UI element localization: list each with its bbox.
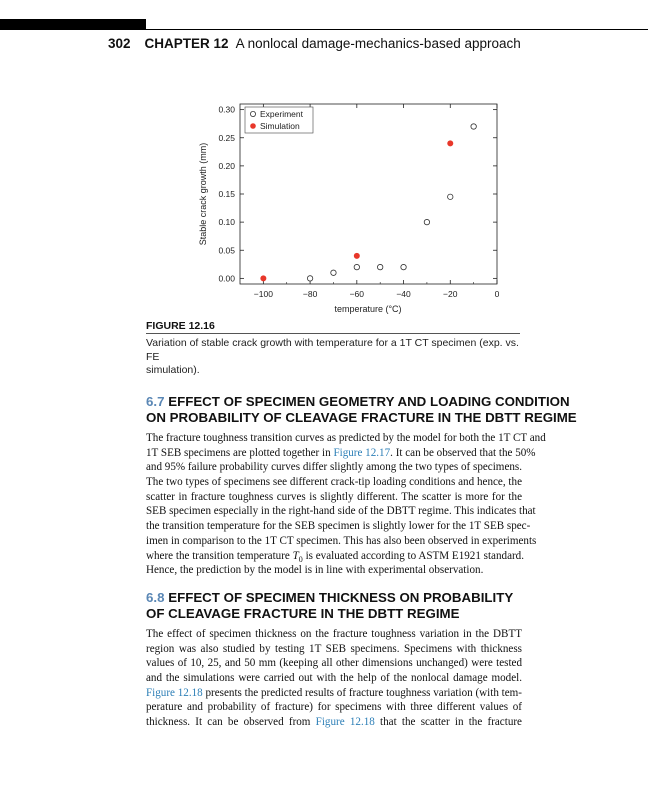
text-line: the transition temperature for the SEB specimen is slightly lower for the 1T SEB spec- xyxy=(146,520,531,533)
section-number: 6.7 xyxy=(146,394,165,409)
section-title-line: EFFECT OF SPECIMEN GEOMETRY AND LOADING CONDITION xyxy=(168,394,570,409)
page-number: 302 xyxy=(108,36,131,51)
y-tick-label: 0.20 xyxy=(218,160,235,171)
legend-experiment-label: Experiment xyxy=(260,109,303,119)
x-axis-label: temperature (°C) xyxy=(334,304,402,314)
text-line: Figure 12.18 presents the predicted results of fracture toughness variation (with tem- xyxy=(146,686,522,699)
caption-line: simulation). xyxy=(146,364,200,376)
x-tick-label: −20 xyxy=(443,289,458,299)
figure-12-18-link[interactable]: Figure 12.18 xyxy=(146,686,203,699)
text-line: Hence, the prediction by the model is in line with experimental observation. xyxy=(146,564,484,577)
section-title-line: EFFECT OF SPECIMEN THICKNESS ON PROBABILITY xyxy=(168,590,514,605)
text-line: perature and probability of fracture) for specimens with three different values of xyxy=(146,701,522,714)
y-tick-label: 0.10 xyxy=(218,217,235,228)
figure-caption xyxy=(146,337,520,378)
x-tick-label: −60 xyxy=(349,289,365,299)
x-tick-label: −40 xyxy=(396,289,411,299)
text-line: and the simulations were carried out with the help of the nonlocal damage model. xyxy=(146,672,522,685)
experiment-point xyxy=(401,264,406,269)
simulation-point xyxy=(260,275,266,281)
text-line: The effect of specimen thickness on the fracture toughness variation in the DBTT xyxy=(146,628,522,640)
section-6-7-paragraph xyxy=(146,431,546,578)
legend-simulation-marker xyxy=(250,123,256,129)
simulation-point xyxy=(354,253,360,259)
section-number: 6.8 xyxy=(146,590,165,605)
y-tick-label: 0.25 xyxy=(218,132,235,143)
text-line: 1T SEB specimens are plotted together in Figure 12.17. It can be observed that the 50% xyxy=(146,446,536,459)
y-axis-label: Stable crack growth (mm) xyxy=(198,142,208,246)
figure-12-17-link[interactable]: Figure 12.17 xyxy=(333,446,391,459)
experiment-point xyxy=(448,194,453,199)
text-line: thickness. It can be observed from Figure 12.18 that the scatter in the fracture xyxy=(146,716,522,729)
text-line: scatter in fracture toughness curves is slightly different. The scatter is more for the xyxy=(146,490,522,503)
caption-line: Variation of stable crack growth with temperature for a 1T CT specimen (exp. vs. FE xyxy=(146,337,519,363)
y-tick-label: 0.15 xyxy=(218,189,235,199)
text-line: imen in comparison to the 1T CT specimen. This has also been observed in experiments xyxy=(146,534,537,547)
y-tick-label: 0.30 xyxy=(218,104,235,115)
text-line: SEB specimen especially in the right-hand side of the DBTT regime. This indicates that xyxy=(146,505,536,518)
experiment-point xyxy=(424,219,429,224)
text-line: values of 10, 25, and 50 mm (keeping all other dimensions unchanged) were tested xyxy=(146,657,522,670)
experiment-point xyxy=(354,264,359,269)
header-rule xyxy=(146,29,648,30)
text-line: The two types of specimens see different crack-tip loading conditions and hence, the xyxy=(146,476,522,489)
text-line: The fracture toughness transition curves as predicted by the model for both the 1T CT and xyxy=(146,432,546,444)
figure-12-18-link[interactable]: Figure 12.18 xyxy=(315,716,375,729)
experiment-point xyxy=(331,270,336,275)
section-6-8-paragraph xyxy=(146,627,522,730)
experiment-point xyxy=(471,124,476,129)
x-tick-label: −80 xyxy=(302,289,318,299)
legend xyxy=(245,107,313,133)
simulation-point xyxy=(447,140,453,146)
y-tick-labels xyxy=(218,105,235,284)
header-black-bar xyxy=(0,19,146,30)
figure-rule xyxy=(146,333,520,334)
y-tick-label: 0.05 xyxy=(218,245,235,256)
section-title-line: ON PROBABILITY OF CLEAVAGE FRACTURE IN THE DBTT REGIME xyxy=(146,410,577,425)
experiment-point xyxy=(307,276,312,281)
y-tick-label: 0.00 xyxy=(218,273,235,284)
section-6-8-heading xyxy=(146,590,513,622)
text-line: and 95% failure probability curves differ slightly among the two types of specimens. xyxy=(146,461,522,474)
chapter-label: CHAPTER 12 xyxy=(144,36,229,51)
x-tick-label: −100 xyxy=(253,289,273,299)
experiment-point xyxy=(377,264,382,269)
figure-12-16-chart xyxy=(190,96,520,322)
chapter-title: A nonlocal damage-mechanics-based approach xyxy=(235,36,521,51)
text-line: region was also studied by testing 1T SEB specimens. Specimens with thickness xyxy=(146,642,522,655)
text-line: where the transition temperature $T_0$ is evaluated according to ASTM E1921 standard. xyxy=(146,549,525,564)
x-tick-labels xyxy=(254,289,500,299)
legend-simulation-label: Simulation xyxy=(260,121,300,131)
x-tick-label: 0 xyxy=(494,289,500,299)
running-header xyxy=(108,36,521,51)
data-points xyxy=(260,124,476,282)
figure-label: FIGURE 12.16 xyxy=(146,320,215,332)
section-6-7-heading xyxy=(146,394,577,426)
section-title-line: OF CLEAVAGE FRACTURE IN THE DBTT REGIME xyxy=(146,606,460,621)
